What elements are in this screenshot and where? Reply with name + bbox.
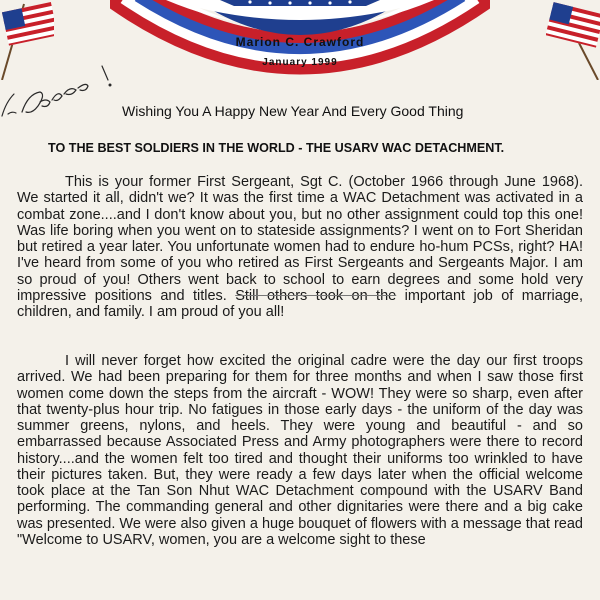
handwritten-signature	[0, 56, 132, 128]
paragraph-text: This is your former First Sergeant, Sgt C. (October 1966 through June 1968). We started it all, didn't we? It was the first time a WAC Detachment was activated in a combat zone....and I don't know about you, but no other assignment could top this one! Was life boring when you went on to stateside assignments? I went on to Fort Sheridan but retired a year later. You unfortunate women had to endure ho-hum PCSs, right? HA! I've heard from some of you who retired as First Sergeants and Sergeants Major. I am so proud of you! Others went back to school to earn degrees and some hold very impressive positions and titles.	[17, 174, 583, 304]
body-paragraph: I will never forget how excited the original cadre were the day our first troops arrived. We had been preparing for them for three months and when I saw those first women come down the steps from the aircraft - WOW! They were so sharp, even after that twenty-plus hour trip. No fatigues in those early days - the uniform of the day was summer greens, nylons, and heels. They were young and beautiful - and so embarrassed because Associated Press and Army photographers were there to record history....and the women felt too tired and thought their uniforms too wrinkled to have their pictures taken. But, they were ready a few days later when the official welcome took place at the Tan Son Nhut WAC Detachment compound with the USARV Band performing. The commanding general and other dignitaries were there and a big cake was presented. We were also given a huge bouquet of flowers with a message that read "Welcome to USARV, women, you are a welcome sight to these	[17, 353, 583, 548]
letter-author: Marion C. Crawford	[235, 35, 365, 49]
paragraph-text: important job of marriage, children, and family. I am proud of you all!	[17, 287, 583, 320]
letter-date: January 1999	[262, 57, 338, 68]
letter-headline: TO THE BEST SOLDIERS IN THE WORLD - THE USARV WAC DETACHMENT.	[48, 141, 505, 155]
body-paragraph	[17, 174, 583, 320]
struck-through-text: Still others took on the	[235, 287, 397, 304]
greeting-line: Wishing You A Happy New Year And Every Good Thing	[122, 103, 464, 119]
